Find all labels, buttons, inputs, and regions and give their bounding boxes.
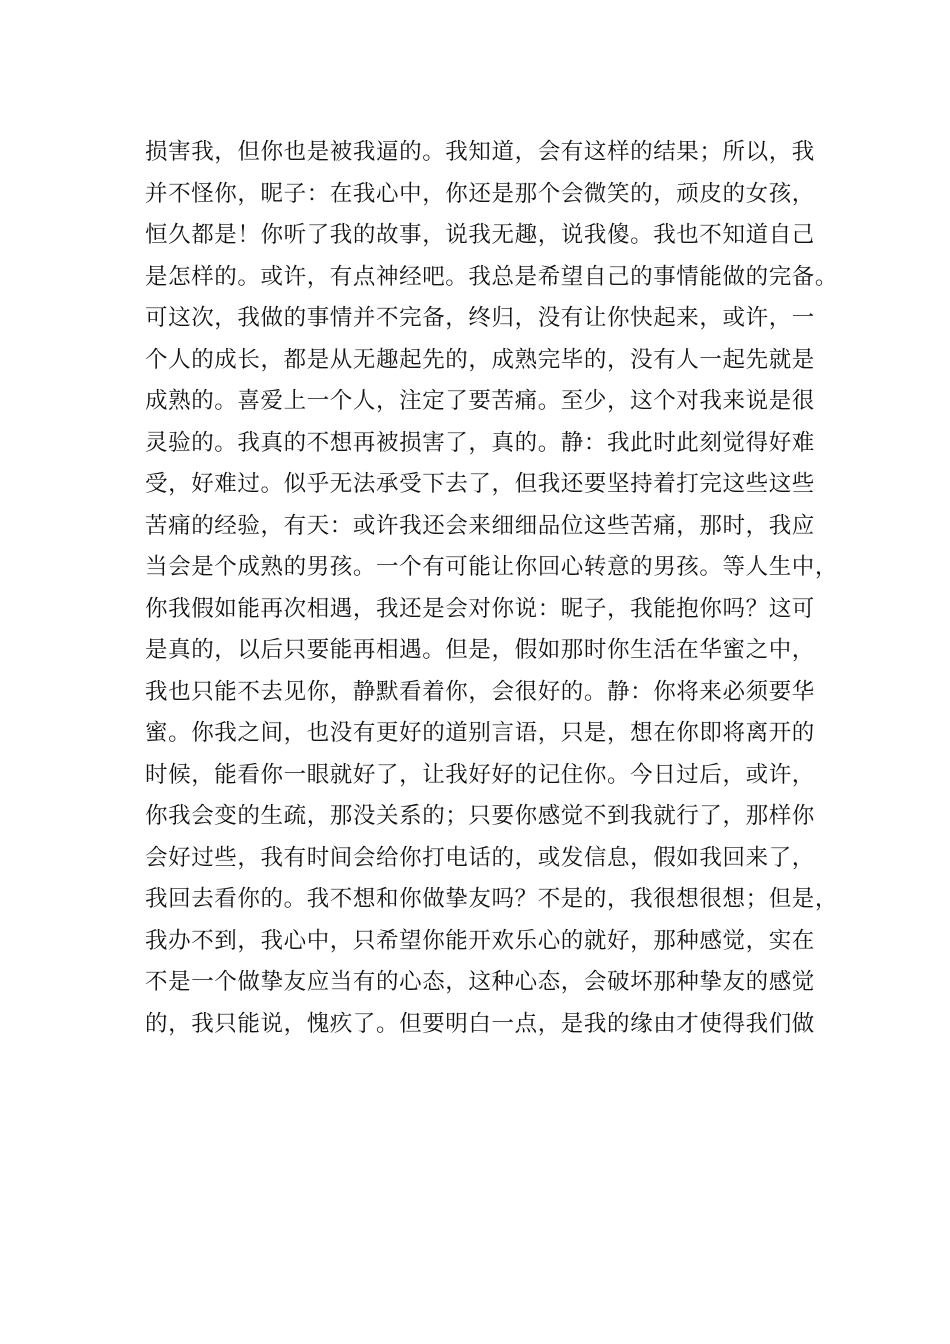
text-line-1: 损害我，但你也是被我逼的。我知道，会有这样的结果；所以，我 [145, 139, 815, 165]
text-line-15: 蜜。你我之间，也没有更好的道别言语，只是，想在你即将离开的 [145, 720, 815, 746]
text-line-21: 不是一个做挚友应当有的心态，这种心态，会破坏那种挚友的感觉 [145, 969, 815, 995]
text-line-7: 成熟的。喜爱上一个人，注定了要苦痛。至少，这个对我来说是很 [145, 388, 815, 414]
body-text [145, 132, 839, 1045]
text-line-20: 我办不到，我心中，只希望你能开欢乐心的就好，那种感觉，实在 [145, 927, 815, 954]
text-line-13: 是真的，以后只要能再相遇。但是，假如那时你生活在华蜜之中， [145, 637, 815, 663]
text-line-14: 我也只能不去见你，静默看着你，会很好的。静：你将来必须要华 [145, 678, 815, 705]
text-line-12: 你我假如能再次相遇，我还是会对你说：昵子，我能抱你吗？这可 [145, 595, 815, 622]
text-line-6: 个人的成长，都是从无趣起先的，成熟完毕的，没有人一起先就是 [145, 346, 815, 373]
text-line-19: 我回去看你的。我不想和你做挚友吗？不是的，我很想很想；但是， [145, 886, 839, 912]
text-line-9: 受，好难过。似乎无法承受下去了，但我还要坚持着打完这些这些 [145, 471, 815, 497]
text-line-22: 的，我只能说，愧疚了。但要明白一点，是我的缘由才使得我们做 [145, 1010, 815, 1037]
text-line-18: 会好过些，我有时间会给你打电话的，或发信息，假如我回来了， [145, 844, 815, 871]
text-line-11: 当会是个成熟的男孩。一个有可能让你回心转意的男孩。等人生中， [145, 554, 839, 580]
text-line-4: 是怎样的。或许，有点神经吧。我总是希望自己的事情能做的完备。 [145, 263, 839, 290]
text-line-2: 并不怪你，昵子：在我心中，你还是那个会微笑的，顽皮的女孩， [145, 180, 815, 207]
text-line-5: 可这次，我做的事情并不完备，终归，没有让你快起来，或许，一 [145, 305, 815, 331]
text-line-16: 时候，能看你一眼就好了，让我好好的记住你。今日过后，或许， [145, 761, 815, 788]
text-line-3: 恒久都是！你听了我的故事，说我无趣，说我傻。我也不知道自己 [145, 222, 815, 248]
text-line-8: 灵验的。我真的不想再被损害了，真的。静：我此时此刻觉得好难 [145, 429, 815, 456]
text-line-17: 你我会变的生疏，那没关系的；只要你感觉不到我就行了，那样你 [145, 803, 815, 829]
text-line-10: 苦痛的经验，有天：或许我还会来细细品位这些苦痛，那时，我应 [145, 512, 815, 539]
